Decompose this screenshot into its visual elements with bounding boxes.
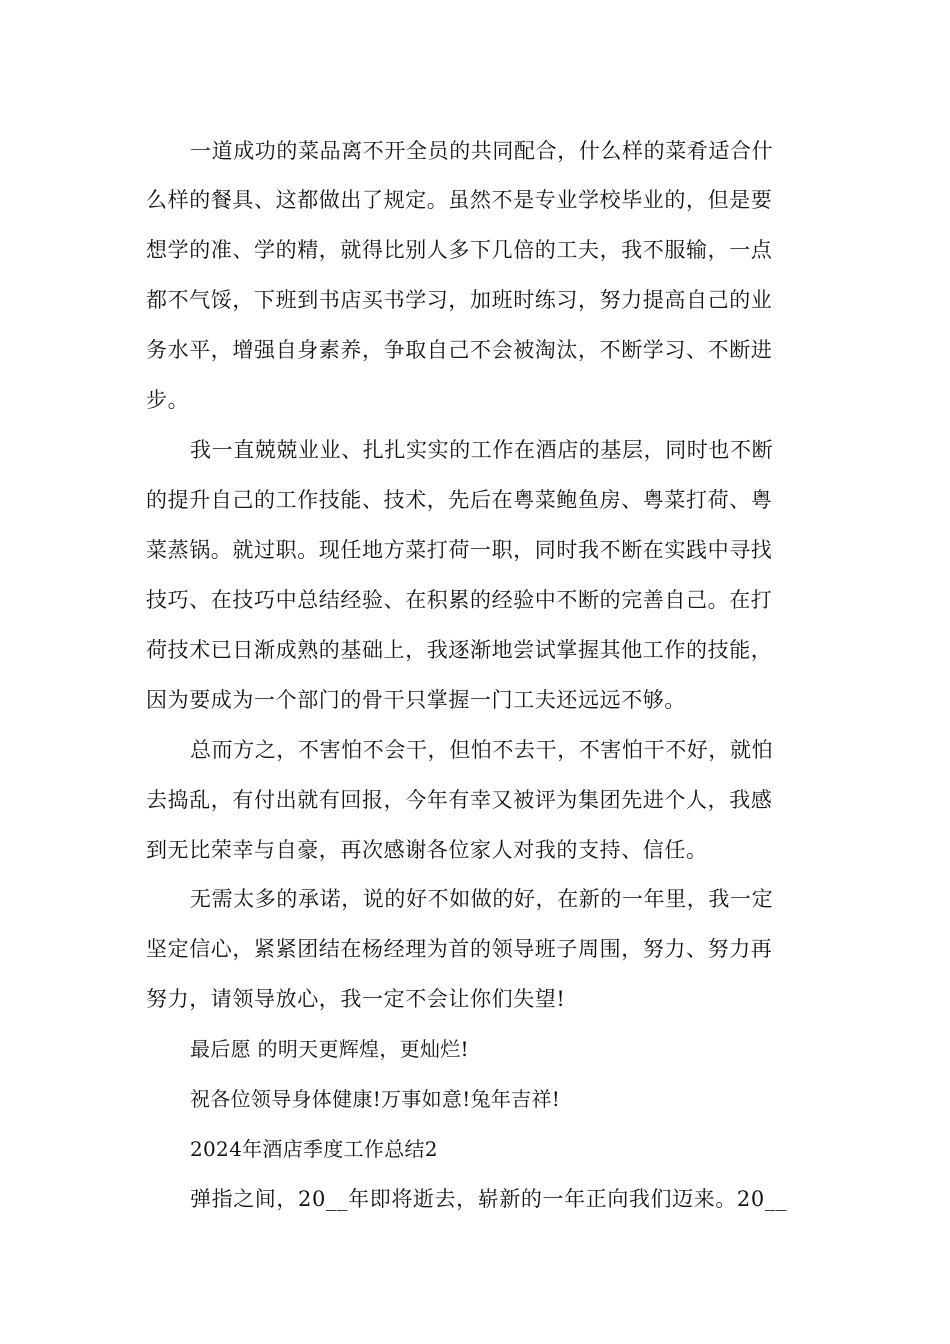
paragraph-2-line-6: 因为要成为一个部门的骨干只掌握一门工夫还远远不够。	[146, 688, 686, 712]
paragraph-5-line-1: 弹指之间，20__年即将逝去，崭新的一年正向我们迈来。20__	[190, 1187, 788, 1211]
paragraph-2-line-1: 我一直兢兢业业、扎扎实实的工作在酒店的基层，同时也不断	[190, 438, 774, 462]
paragraph-3-line-3: 到无比荣幸与自豪，再次感谢各位家人对我的支持、信任。	[146, 838, 708, 862]
paragraph-1-line-2: 么样的餐具、这都做出了规定。虽然不是专业学校毕业的，但是要	[146, 188, 773, 212]
paragraph-1-line-4: 都不气馁，下班到书店买书学习，加班时练习，努力提高自己的业	[146, 288, 773, 312]
paragraph-1-line-5: 务水平，增强自身素养，争取自己不会被淘汰，不断学习、不断进	[146, 338, 773, 362]
paragraph-1-line-1: 一道成功的菜品离不开全员的共同配合，什么样的菜肴适合什	[190, 139, 774, 163]
paragraph-2-line-5: 荷技术已日渐成熟的基础上，我逐渐地尝试掌握其他工作的技能，	[146, 638, 773, 662]
paragraph-4-line-2: 坚定信心，紧紧团结在杨经理为首的领导班子周围，努力、努力再	[146, 937, 773, 961]
closing-wish-line: 最后愿 的明天更辉煌，更灿烂!	[190, 1037, 469, 1061]
paragraph-2-line-3: 菜蒸锅。就过职。现任地方菜打荷一职，同时我不断在实践中寻找	[146, 538, 773, 562]
paragraph-3-line-1: 总而方之，不害怕不会干，但怕不去干，不害怕干不好，就怕	[190, 738, 774, 762]
paragraph-4-line-1: 无需太多的承诺，说的好不如做的好，在新的一年里，我一定	[190, 887, 774, 911]
paragraph-1-line-3: 想学的准、学的精，就得比别人多下几倍的工夫，我不服输，一点	[146, 238, 773, 262]
paragraph-3-line-2: 去捣乱，有付出就有回报，今年有幸又被评为集团先进个人，我感	[146, 788, 773, 812]
paragraph-4-line-3: 努力，请领导放心，我一定不会让你们失望!	[146, 987, 566, 1011]
section-heading: 2024年酒店季度工作总结2	[190, 1137, 438, 1161]
paragraph-2-line-2: 的提升自己的工作技能、技术，先后在粤菜鲍鱼房、粤菜打荷、粤	[146, 488, 773, 512]
blessing-line: 祝各位领导身体健康!万事如意!兔年吉祥!	[190, 1087, 561, 1111]
paragraph-2-line-4: 技巧、在技巧中总结经验、在积累的经验中不断的完善自己。在打	[146, 588, 773, 612]
paragraph-1-line-6: 步。	[146, 388, 190, 412]
